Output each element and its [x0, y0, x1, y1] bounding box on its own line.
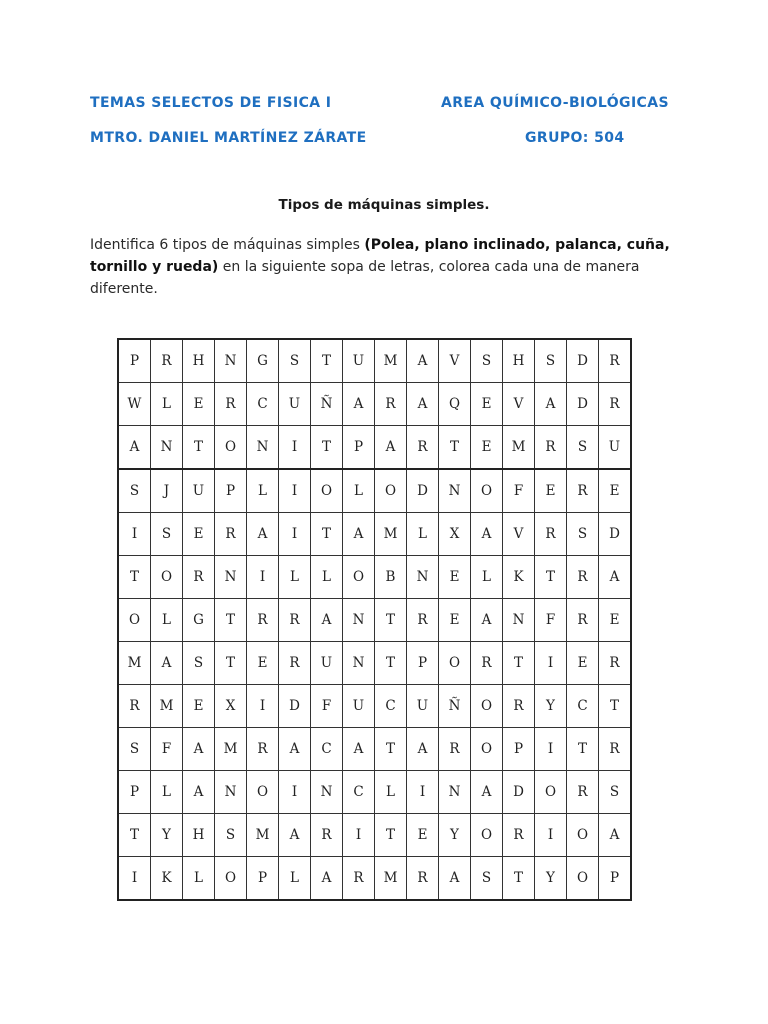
- grid-row: [118, 513, 631, 556]
- grid-cell[interactable]: T: [375, 599, 407, 642]
- grid-cell[interactable]: P: [118, 771, 151, 814]
- grid-cell[interactable]: R: [151, 339, 183, 383]
- grid-cell[interactable]: N: [343, 599, 375, 642]
- grid-cell[interactable]: C: [247, 383, 279, 426]
- grid-cell[interactable]: O: [471, 685, 503, 728]
- grid-cell[interactable]: A: [439, 857, 471, 901]
- grid-cell[interactable]: C: [343, 771, 375, 814]
- grid-cell[interactable]: A: [118, 426, 151, 470]
- grid-cell[interactable]: J: [151, 469, 183, 513]
- grid-cell[interactable]: A: [311, 857, 343, 901]
- grid-cell[interactable]: P: [215, 469, 247, 513]
- grid-cell[interactable]: I: [535, 814, 567, 857]
- grid-cell[interactable]: O: [343, 556, 375, 599]
- grid-cell[interactable]: R: [343, 857, 375, 901]
- grid-cell[interactable]: M: [375, 513, 407, 556]
- subject-title: TEMAS SELECTOS DE FISICA I: [90, 95, 332, 111]
- grid-cell[interactable]: A: [279, 728, 311, 771]
- grid-cell[interactable]: Y: [439, 814, 471, 857]
- grid-cell[interactable]: O: [215, 857, 247, 901]
- grid-cell[interactable]: R: [407, 426, 439, 470]
- grid-row: [118, 685, 631, 728]
- grid-cell[interactable]: R: [535, 513, 567, 556]
- grid-cell[interactable]: L: [343, 469, 375, 513]
- grid-cell[interactable]: M: [503, 426, 535, 470]
- grid-cell[interactable]: O: [471, 469, 503, 513]
- grid-cell[interactable]: R: [599, 728, 632, 771]
- grid-cell[interactable]: S: [279, 339, 311, 383]
- grid-cell[interactable]: A: [535, 383, 567, 426]
- grid-cell[interactable]: I: [247, 685, 279, 728]
- grid-cell[interactable]: S: [567, 426, 599, 470]
- grid-cell[interactable]: D: [599, 513, 632, 556]
- grid-cell[interactable]: U: [279, 383, 311, 426]
- grid-cell[interactable]: R: [439, 728, 471, 771]
- grid-cell[interactable]: T: [118, 556, 151, 599]
- grid-cell[interactable]: R: [247, 599, 279, 642]
- grid-cell[interactable]: R: [279, 642, 311, 685]
- grid-cell[interactable]: M: [375, 857, 407, 901]
- grid-cell[interactable]: M: [247, 814, 279, 857]
- grid-cell[interactable]: T: [215, 599, 247, 642]
- grid-cell[interactable]: T: [503, 642, 535, 685]
- grid-cell[interactable]: M: [151, 685, 183, 728]
- grid-cell[interactable]: V: [503, 383, 535, 426]
- grid-cell[interactable]: R: [503, 685, 535, 728]
- grid-cell[interactable]: R: [567, 771, 599, 814]
- grid-cell[interactable]: A: [471, 599, 503, 642]
- grid-cell[interactable]: O: [567, 857, 599, 901]
- grid-cell[interactable]: N: [151, 426, 183, 470]
- grid-cell[interactable]: R: [535, 426, 567, 470]
- grid-cell[interactable]: A: [375, 426, 407, 470]
- grid-row: [118, 599, 631, 642]
- grid-cell[interactable]: R: [215, 383, 247, 426]
- grid-row: [118, 426, 631, 470]
- grid-cell[interactable]: U: [183, 469, 215, 513]
- word-search-body: [118, 339, 631, 900]
- grid-cell[interactable]: F: [311, 685, 343, 728]
- grid-cell[interactable]: A: [599, 814, 632, 857]
- grid-cell[interactable]: U: [599, 426, 632, 470]
- grid-cell[interactable]: G: [183, 599, 215, 642]
- grid-cell[interactable]: L: [471, 556, 503, 599]
- grid-cell[interactable]: F: [535, 599, 567, 642]
- grid-cell[interactable]: R: [407, 599, 439, 642]
- grid-cell[interactable]: O: [118, 599, 151, 642]
- grid-cell[interactable]: O: [471, 728, 503, 771]
- grid-cell[interactable]: R: [599, 642, 632, 685]
- grid-cell[interactable]: I: [279, 513, 311, 556]
- grid-cell[interactable]: D: [567, 383, 599, 426]
- grid-cell[interactable]: E: [599, 469, 632, 513]
- grid-cell[interactable]: I: [279, 771, 311, 814]
- grid-cell[interactable]: E: [439, 599, 471, 642]
- grid-cell[interactable]: L: [311, 556, 343, 599]
- grid-cell[interactable]: E: [439, 556, 471, 599]
- grid-cell[interactable]: P: [247, 857, 279, 901]
- grid-cell[interactable]: T: [215, 642, 247, 685]
- grid-cell[interactable]: T: [311, 426, 343, 470]
- grid-cell[interactable]: N: [343, 642, 375, 685]
- grid-cell[interactable]: M: [215, 728, 247, 771]
- grid-cell[interactable]: A: [599, 556, 632, 599]
- grid-cell[interactable]: O: [439, 642, 471, 685]
- grid-cell[interactable]: I: [118, 513, 151, 556]
- grid-cell[interactable]: A: [471, 513, 503, 556]
- grid-cell[interactable]: I: [343, 814, 375, 857]
- grid-cell[interactable]: T: [183, 426, 215, 470]
- grid-cell[interactable]: T: [311, 339, 343, 383]
- grid-cell[interactable]: M: [118, 642, 151, 685]
- instructions-intro: Identifica 6 tipos de máquinas simples: [90, 237, 365, 253]
- group-label: GRUPO: 504: [525, 130, 625, 146]
- grid-cell[interactable]: L: [151, 383, 183, 426]
- grid-row: [118, 642, 631, 685]
- grid-cell[interactable]: O: [247, 771, 279, 814]
- grid-cell[interactable]: N: [439, 771, 471, 814]
- grid-cell[interactable]: S: [118, 469, 151, 513]
- grid-cell[interactable]: R: [471, 642, 503, 685]
- instructions-rest: en la siguiente sopa de letras, colorea cada una de manera diferente.: [90, 259, 640, 297]
- grid-cell[interactable]: L: [375, 771, 407, 814]
- grid-cell[interactable]: L: [279, 857, 311, 901]
- grid-cell[interactable]: A: [183, 728, 215, 771]
- grid-cell[interactable]: P: [118, 339, 151, 383]
- grid-cell[interactable]: H: [183, 814, 215, 857]
- grid-cell[interactable]: E: [599, 599, 632, 642]
- grid-cell[interactable]: Y: [535, 685, 567, 728]
- worksheet-title: Tipos de máquinas simples.: [278, 197, 490, 213]
- grid-cell[interactable]: D: [407, 469, 439, 513]
- grid-cell[interactable]: N: [407, 556, 439, 599]
- grid-cell[interactable]: D: [279, 685, 311, 728]
- grid-cell[interactable]: S: [183, 642, 215, 685]
- grid-cell[interactable]: P: [599, 857, 632, 901]
- instructions-paragraph: [90, 234, 680, 300]
- grid-cell[interactable]: I: [407, 771, 439, 814]
- grid-cell[interactable]: S: [215, 814, 247, 857]
- grid-cell[interactable]: E: [247, 642, 279, 685]
- grid-cell[interactable]: A: [343, 383, 375, 426]
- grid-cell[interactable]: S: [535, 339, 567, 383]
- grid-cell[interactable]: R: [599, 339, 632, 383]
- grid-cell[interactable]: Y: [151, 814, 183, 857]
- grid-cell[interactable]: I: [247, 556, 279, 599]
- grid-cell[interactable]: R: [503, 814, 535, 857]
- grid-cell[interactable]: R: [311, 814, 343, 857]
- grid-cell[interactable]: E: [471, 383, 503, 426]
- grid-row: [118, 857, 631, 901]
- grid-cell[interactable]: L: [279, 556, 311, 599]
- grid-row: [118, 814, 631, 857]
- grid-cell[interactable]: V: [439, 339, 471, 383]
- grid-cell[interactable]: E: [471, 426, 503, 470]
- grid-cell[interactable]: T: [375, 642, 407, 685]
- grid-cell[interactable]: O: [471, 814, 503, 857]
- grid-cell[interactable]: N: [215, 556, 247, 599]
- grid-cell[interactable]: A: [407, 383, 439, 426]
- area-title: AREA QUÍMICO-BIOLÓGICAS: [441, 95, 669, 111]
- grid-cell[interactable]: L: [151, 771, 183, 814]
- grid-cell[interactable]: T: [503, 857, 535, 901]
- grid-cell[interactable]: O: [311, 469, 343, 513]
- grid-cell[interactable]: T: [567, 728, 599, 771]
- grid-cell[interactable]: N: [215, 339, 247, 383]
- grid-cell[interactable]: F: [151, 728, 183, 771]
- grid-cell[interactable]: U: [343, 685, 375, 728]
- grid-row: [118, 556, 631, 599]
- grid-cell[interactable]: T: [311, 513, 343, 556]
- grid-cell[interactable]: R: [567, 599, 599, 642]
- grid-cell[interactable]: T: [375, 728, 407, 771]
- grid-cell[interactable]: P: [343, 426, 375, 470]
- grid-cell[interactable]: U: [311, 642, 343, 685]
- grid-cell[interactable]: T: [375, 814, 407, 857]
- grid-cell[interactable]: E: [183, 383, 215, 426]
- grid-cell[interactable]: T: [118, 814, 151, 857]
- grid-cell[interactable]: L: [247, 469, 279, 513]
- grid-cell[interactable]: U: [407, 685, 439, 728]
- grid-cell[interactable]: S: [471, 857, 503, 901]
- grid-cell[interactable]: C: [375, 685, 407, 728]
- grid-cell[interactable]: I: [279, 469, 311, 513]
- grid-cell[interactable]: L: [183, 857, 215, 901]
- grid-cell[interactable]: I: [118, 857, 151, 901]
- grid-cell[interactable]: E: [567, 642, 599, 685]
- grid-cell[interactable]: O: [215, 426, 247, 470]
- grid-cell[interactable]: V: [503, 513, 535, 556]
- grid-cell[interactable]: D: [567, 339, 599, 383]
- grid-cell[interactable]: A: [247, 513, 279, 556]
- grid-cell[interactable]: A: [471, 771, 503, 814]
- grid-cell[interactable]: D: [503, 771, 535, 814]
- grid-row: [118, 469, 631, 513]
- grid-cell[interactable]: Ñ: [439, 685, 471, 728]
- grid-cell[interactable]: R: [407, 857, 439, 901]
- grid-cell[interactable]: B: [375, 556, 407, 599]
- grid-cell[interactable]: N: [439, 469, 471, 513]
- grid-cell[interactable]: L: [151, 599, 183, 642]
- grid-cell[interactable]: M: [375, 339, 407, 383]
- grid-cell[interactable]: A: [407, 728, 439, 771]
- grid-cell[interactable]: H: [503, 339, 535, 383]
- grid-cell[interactable]: S: [599, 771, 632, 814]
- grid-cell[interactable]: A: [343, 513, 375, 556]
- grid-cell[interactable]: Ñ: [311, 383, 343, 426]
- grid-cell[interactable]: A: [311, 599, 343, 642]
- grid-cell[interactable]: X: [439, 513, 471, 556]
- grid-cell[interactable]: T: [535, 556, 567, 599]
- instructions-word-list: (Polea, plano inclinado, palanca, cuña, tornillo y rueda): [90, 237, 670, 275]
- grid-cell[interactable]: E: [535, 469, 567, 513]
- grid-cell[interactable]: O: [535, 771, 567, 814]
- grid-cell[interactable]: S: [151, 513, 183, 556]
- grid-cell[interactable]: A: [407, 339, 439, 383]
- grid-cell[interactable]: Q: [439, 383, 471, 426]
- grid-cell[interactable]: N: [215, 771, 247, 814]
- grid-cell[interactable]: R: [375, 383, 407, 426]
- grid-cell[interactable]: P: [503, 728, 535, 771]
- grid-cell[interactable]: L: [407, 513, 439, 556]
- grid-cell[interactable]: U: [343, 339, 375, 383]
- grid-cell[interactable]: Y: [535, 857, 567, 901]
- grid-cell[interactable]: C: [311, 728, 343, 771]
- grid-cell[interactable]: R: [215, 513, 247, 556]
- grid-cell[interactable]: N: [247, 426, 279, 470]
- grid-row: [118, 383, 631, 426]
- grid-cell[interactable]: K: [503, 556, 535, 599]
- grid-row: [118, 771, 631, 814]
- grid-cell[interactable]: H: [183, 339, 215, 383]
- grid-cell[interactable]: N: [503, 599, 535, 642]
- grid-cell[interactable]: T: [599, 685, 632, 728]
- grid-cell[interactable]: G: [247, 339, 279, 383]
- grid-row: [118, 339, 631, 383]
- grid-cell[interactable]: S: [471, 339, 503, 383]
- grid-cell[interactable]: E: [407, 814, 439, 857]
- grid-cell[interactable]: O: [151, 556, 183, 599]
- grid-cell[interactable]: F: [503, 469, 535, 513]
- grid-cell[interactable]: K: [151, 857, 183, 901]
- grid-cell[interactable]: R: [599, 383, 632, 426]
- grid-cell[interactable]: I: [535, 728, 567, 771]
- word-search-grid: [117, 338, 632, 901]
- grid-cell[interactable]: R: [567, 556, 599, 599]
- grid-cell[interactable]: E: [183, 513, 215, 556]
- grid-cell[interactable]: I: [279, 426, 311, 470]
- grid-cell[interactable]: A: [151, 642, 183, 685]
- grid-cell[interactable]: N: [311, 771, 343, 814]
- teacher-name: MTRO. DANIEL MARTÍNEZ ZÁRATE: [90, 130, 367, 146]
- grid-cell[interactable]: R: [118, 685, 151, 728]
- grid-cell[interactable]: W: [118, 383, 151, 426]
- grid-cell[interactable]: S: [118, 728, 151, 771]
- grid-cell[interactable]: T: [439, 426, 471, 470]
- grid-cell[interactable]: O: [375, 469, 407, 513]
- grid-cell[interactable]: E: [183, 685, 215, 728]
- grid-cell[interactable]: R: [247, 728, 279, 771]
- grid-cell[interactable]: O: [567, 814, 599, 857]
- grid-cell[interactable]: P: [407, 642, 439, 685]
- grid-cell[interactable]: R: [279, 599, 311, 642]
- grid-cell[interactable]: A: [279, 814, 311, 857]
- grid-cell[interactable]: I: [535, 642, 567, 685]
- grid-cell[interactable]: A: [183, 771, 215, 814]
- grid-cell[interactable]: R: [567, 469, 599, 513]
- grid-cell[interactable]: R: [183, 556, 215, 599]
- grid-cell[interactable]: A: [343, 728, 375, 771]
- grid-row: [118, 728, 631, 771]
- grid-cell[interactable]: X: [215, 685, 247, 728]
- grid-cell[interactable]: S: [567, 513, 599, 556]
- grid-cell[interactable]: C: [567, 685, 599, 728]
